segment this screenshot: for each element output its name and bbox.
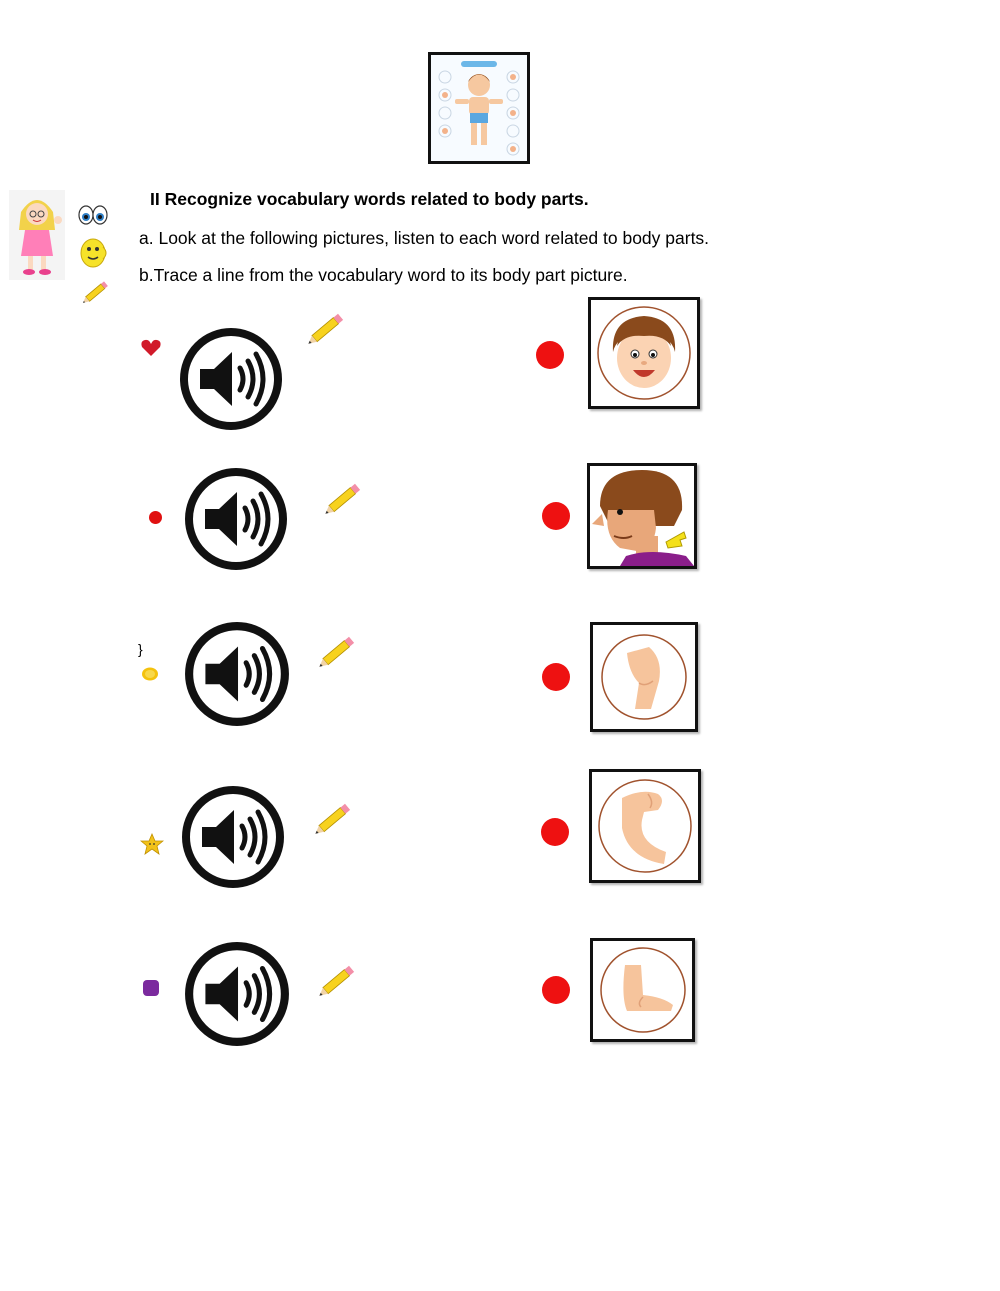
pencil-icon	[322, 480, 364, 523]
pencil-icon	[81, 278, 111, 311]
speaker-icon	[183, 940, 291, 1048]
body-parts-poster-image	[428, 52, 530, 164]
pencil-icon	[312, 800, 354, 843]
arm-picture[interactable]	[589, 769, 701, 883]
match-dot-1[interactable]	[536, 341, 564, 369]
heart-marker	[140, 339, 162, 362]
eyes-icon	[78, 202, 108, 233]
section-title: II Recognize vocabulary words related to body parts.	[150, 189, 589, 209]
speaker-button-1[interactable]	[178, 326, 284, 432]
knee-picture[interactable]	[590, 622, 698, 732]
pencil-icon	[316, 962, 358, 1005]
speaker-button-4[interactable]	[180, 784, 286, 890]
stray-brace: }	[138, 641, 143, 657]
speaker-button-2[interactable]	[183, 466, 289, 572]
dot-marker	[149, 511, 162, 524]
speaker-icon	[183, 466, 289, 572]
match-dot-5[interactable]	[542, 976, 570, 1004]
square-marker	[143, 980, 159, 996]
match-dot-3[interactable]	[542, 663, 570, 691]
speaker-button-3[interactable]	[183, 620, 291, 728]
match-dot-4[interactable]	[541, 818, 569, 846]
foot-picture[interactable]	[590, 938, 695, 1042]
instruction-listen: a. Look at the following pictures, listen to each word related to body parts.	[139, 228, 710, 248]
star-marker	[140, 833, 164, 860]
match-dot-2[interactable]	[542, 502, 570, 530]
neck-picture[interactable]	[587, 463, 697, 569]
sun-marker	[141, 666, 159, 687]
speaker-icon	[178, 326, 284, 432]
girl-illustration	[9, 190, 65, 280]
instruction-trace: b.Trace a line from the vocabulary word to its body part picture.	[139, 265, 628, 285]
speaker-button-5[interactable]	[183, 940, 291, 1048]
speaker-icon	[183, 620, 291, 728]
pencil-icon	[305, 310, 347, 353]
listening-smiley-icon	[79, 237, 109, 274]
pencil-icon	[316, 633, 358, 676]
speaker-icon	[180, 784, 286, 890]
face-picture[interactable]	[588, 297, 700, 409]
